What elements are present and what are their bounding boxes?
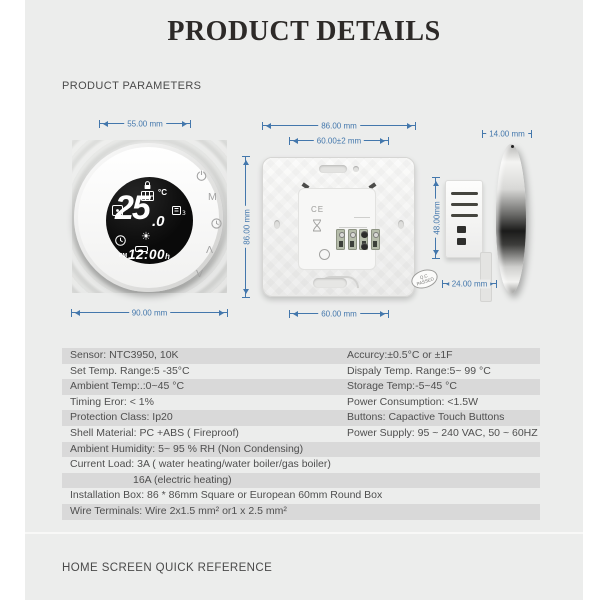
thermostat-lcd [106,177,193,264]
screw-top [361,231,368,238]
terminal [336,229,345,250]
hourglass-icon [312,219,322,232]
terminal [371,229,380,250]
back-plate-height-dimension: 86.00 mm [245,157,246,297]
mode-button: M [208,191,217,203]
front-panel-width-dimension: 90.00 mm [72,312,227,313]
side-hole-right [398,220,404,229]
back-hole-pitch-dimension: 60.00±2 mm [290,140,388,141]
lcd-meridiem: PM [119,253,128,259]
footer-section-title: HOME SCREEN QUICK REFERENCE [62,562,273,574]
front-display-width-dimension: 55.00 mm [100,123,190,124]
timer-button-icon [211,218,222,229]
lcd-time: 12:00h [128,247,171,262]
mounting-slot-top [319,165,347,173]
wiring-print [354,217,370,218]
terminal-block [336,229,380,250]
lcd-temperature-decimal: .0 [152,213,165,230]
table-row: Shell Material: PC +ABS ( Fireproof) Power Supply: 95 ~ 240 VAC, 50 ~ 60HZ [70,426,538,439]
screw-bottom [361,243,368,250]
side-chrome-ring [496,144,526,294]
side-ring-depth-dimension: 14.00 mm [483,133,531,134]
table-row: Protection Class: Ip20 Buttons: Capactive Touch Buttons [62,410,540,426]
side-body-height-dimension: 48.00mm [435,178,436,258]
wiring-print [339,227,367,228]
content-card [25,0,583,600]
mounting-slot-bottom [313,278,347,288]
thermostat-front-photo [72,140,227,293]
section-divider [25,532,583,534]
clock-icon [115,235,126,246]
svg-text:3: 3 [182,210,186,216]
side-hole-left [274,220,280,229]
reset-button [319,249,330,260]
ring-top-dot [511,145,514,148]
thermostat-side-photo [445,180,483,258]
spec-table [62,348,540,520]
back-hole-width-dimension: 60.00 mm [290,313,388,314]
up-arrow-button: Λ [206,244,214,256]
lcd-temperature: 25 [115,189,149,227]
down-arrow-button: V [196,268,204,280]
section-title-product-parameters: PRODUCT PARAMETERS [62,80,202,92]
valve-icon [172,205,186,216]
sun-icon: ☀ [141,231,151,243]
ce-mark: CE [311,205,325,214]
thermostat-face [78,147,219,288]
table-row: Installation Box: 86 * 86mm Square or European 60mm Round Box [70,489,383,502]
qc-passed-sticker: Q.C PASSED [409,266,440,291]
table-row: Wire Terminals: Wire 2x1.5 mm² or1 x 2.5 mm² [62,504,540,520]
back-plate-width-dimension: 86.00 mm [263,125,415,126]
vent-slot [451,203,478,206]
table-row: Ambient Temp:.:0~45 °C Storage Temp:-5~45 °C [62,379,540,395]
mounting-hole-top [353,166,359,172]
lcd-time-suffix: h [165,252,171,261]
power-button-icon [196,170,207,181]
table-row: Timing Eror: < 1% Power Consumption: <1.5W [70,395,479,408]
vent-slot [451,192,478,195]
terminal [348,229,357,250]
table-row: Ambient Humidity: 5~ 95 % RH (Non Condensing) [62,442,540,458]
page-title: PRODUCT DETAILS [167,16,441,47]
table-row: Sensor: NTC3950, 10K Accurcy:±0.5°C or ±1F [62,348,540,364]
side-mounting-tab [480,252,492,302]
thermostat-bezel-ring [74,143,223,292]
thermostat-back-photo [262,157,435,297]
connector-slot [457,226,466,233]
side-box-depth-dimension: 24.00 mm [443,283,496,284]
back-module [298,188,376,270]
table-row: Current Load: 3A ( water heating/water boiler/gas boiler) [70,458,331,471]
vent-slot [451,214,478,217]
table-row: Set Temp. Range:5 -35°C Dispaly Temp. Range:5~ 99 °C [70,364,491,377]
lcd-temperature-unit: °C [158,188,167,197]
connector-slot [457,238,466,245]
table-row: 16A (electric heating) [62,473,540,489]
